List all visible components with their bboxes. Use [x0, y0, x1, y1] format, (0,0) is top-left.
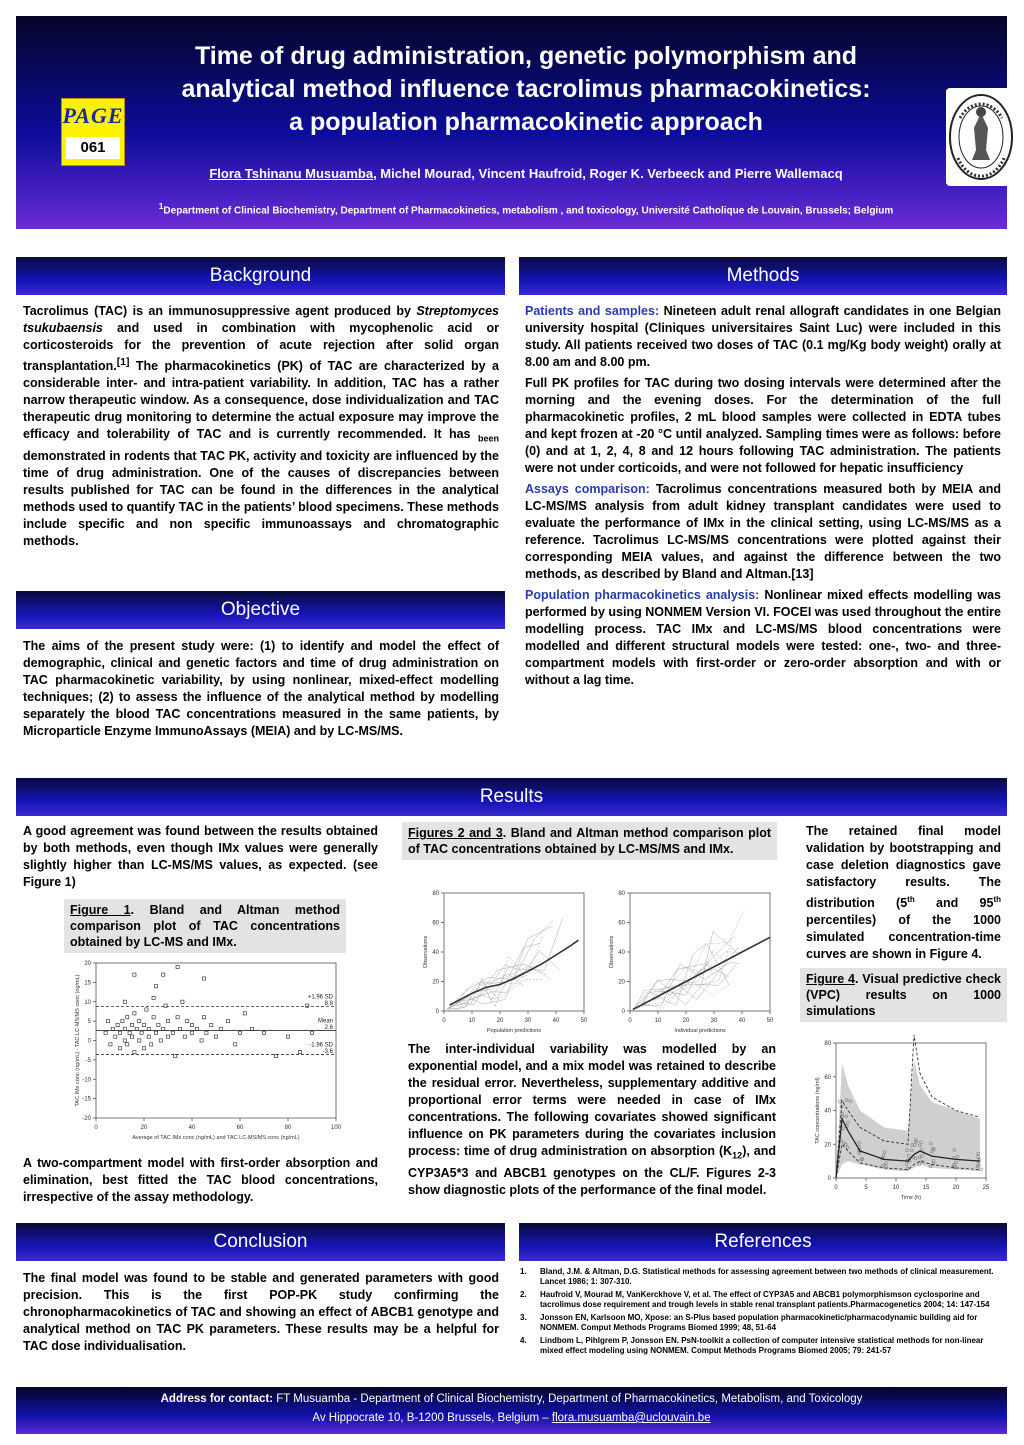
data-point — [116, 1023, 119, 1026]
affiliation-text: Department of Clinical Biochemistry, Department of Pharmacokinetics, metabolism , and toxicology, Université Catholique de Louvain, Brussels; Belgium — [163, 205, 894, 217]
results-col2-text: The inter-individual variability was modelled by an exponential model, and a mix model was retained to describe the residual error. Nevertheless, supplementary additive and proportional error terms were needed in case of IMx concentrations. The following covariates showed significant influence on PK parameters during the covariates inclusion process: time of drug administration on absorption $(K_{12})$, and CYP3A5*3 and ABCB1 genotypes on the CL/F. Figures 2-3 show diagnostic plots of the performance of the final model. — [408, 1042, 776, 1197]
data-point — [128, 1031, 131, 1034]
data-point — [118, 1031, 121, 1034]
data-point — [202, 977, 205, 980]
x-tick-label: 20 — [496, 1018, 504, 1024]
data-point — [205, 1031, 208, 1034]
section-bar-references: References — [519, 1223, 1007, 1261]
x-tick-label: 30 — [524, 1018, 532, 1024]
methods-text: Patients and samples: Nineteen adult renal allograft candidates in one Belgian university hospital (Cliniques universitaires Saint Luc) were included in this study. All patients received two doses of TAC (0.1 mg/Kg body weight) orally at 8.00 am and 8.00 pm. Full PK profiles for TAC during two dosing intervals were determined after the morning and the evening doses. For the determination of the full pharmacokinetic profiles, 2 mL blood samples were collected in EDTA tubes and kept frozen at -20 °C until analyzed. Sampling times were as follows: before (0) and at 1, 2, 4, 8 and 12 hours following TAC administration. The patients were not under corticoids, and were not followed for hepatic insufficiency Assays comparison: Tacrolimus concentrations measured both by MEIA and LC-MS/MS analysis from adult kidney transplant candidates were used to evaluate the performance of IMx in the clinical setting, using LC-MS/MS as a reference. Tacrolimus LC-MS/MS concentrations were plotted against their corresponding MEIA values, and against the difference between the two methods, as described by Bland and Altman.[13] Population pharmacokinetics analysis: Nonlinear mixed effects modelling was performed by using NONMEM Version VI. FOCEI was used throughout the entire modelling process. TAC IMx and LC-MS/MS blood concentrations were modelled and different structural models were tested: one-, two- and three-compartment models with first-order or zero-order absorption and with or without a lag time. — [525, 304, 1001, 687]
individual-profile-line — [457, 979, 543, 1002]
data-point — [154, 1031, 157, 1034]
data-point — [138, 1039, 141, 1042]
data-point — [157, 1023, 160, 1026]
data-point — [214, 1035, 217, 1038]
x-tick-label: 50 — [766, 1018, 774, 1024]
y-tick-label: 15 — [84, 980, 91, 987]
methods-pk-profiles: Full PK profiles for TAC during two dosing intervals were determined after the morning and the evening doses. For the determination of the full pharmacokinetic profiles, 2 mL blood samples were collected in EDTA tubes and kept frozen at -20 °C until analyzed. Sampling times were as follows: before (0) and at 1, 2, 4, 8 and 12 hours following TAC administration. The patients were not under corticoids, and were not followed for hepatic insufficiency — [525, 376, 1001, 475]
y-tick-label: 0 — [621, 1009, 625, 1015]
affiliation — [56, 201, 996, 216]
figure4-label: Figure 4 — [806, 972, 855, 986]
reference-item: 1. Bland, J.M. & Altman, D.G. Statistical methods for assessing agreement between two methods of clinical measurement. Lancet 1986; 1: 307-310. — [520, 1267, 994, 1286]
x-tick-label: 0 — [834, 1185, 838, 1191]
data-point — [178, 1027, 181, 1030]
y-tick-label: 10 — [84, 999, 91, 1006]
contact-email-link[interactable]: flora.musuamba@uclouvain.be — [551, 1412, 711, 1424]
y-axis-label: TAC IMx conc (ng/mL) - TAC LC-MS/MS conc (ng/mL) — [75, 974, 81, 1107]
observed-point — [980, 1168, 983, 1171]
data-point — [126, 1016, 129, 1019]
data-point — [126, 1043, 129, 1046]
results-col3-text: The retained final model validation by bootstrapping and case deletion diagnostics gave satisfactory results. The distribution (5th and 95th percentiles) of the 1000 simulated concentration-time curves are shown in Figure 4. — [806, 824, 1001, 962]
data-point — [202, 1016, 205, 1019]
data-point — [140, 1031, 143, 1034]
data-point — [109, 1043, 112, 1046]
page-logo-text: PAGE — [62, 103, 124, 128]
y-axis-label: Observations — [423, 935, 429, 969]
section-bar-background: Background — [16, 257, 505, 295]
y-tick-label: 60 — [432, 920, 439, 927]
data-point — [130, 1023, 133, 1026]
section-bar-objective: Objective — [16, 591, 505, 629]
x-tick-label: 40 — [738, 1018, 746, 1024]
species-name: Streptomyces tsukubaensis — [23, 304, 499, 335]
x-tick-label: 80 — [284, 1125, 292, 1131]
x-tick-label: 100 — [330, 1125, 342, 1131]
data-point — [142, 1047, 145, 1050]
y-tick-label: 0 — [87, 1038, 91, 1045]
x-axis-label: Time (h) — [900, 1195, 922, 1201]
section-bar-methods: Methods — [519, 257, 1007, 295]
poster-title — [126, 40, 926, 139]
objective-text: The aims of the present study were: (1) to identify and model the effect of demographic, clinical and genetic factors and time of drug administration on TAC pharmacokinetic variability, by using nonlinear, mixed-effect modelling techniques; (2) to assess the influence of the analytical method by modelling separately the blood TAC concentrations measured in the same patients, by Microparticle Enzyme ImmunoAssays (MEIA) and by LC-MS/MS. — [23, 639, 499, 738]
x-tick-label: 25 — [982, 1185, 990, 1191]
title-line-1: Time of drug administration, genetic polymorphism and — [194, 42, 858, 70]
data-point — [111, 1027, 114, 1030]
y-tick-label: 40 — [618, 950, 625, 956]
data-point — [133, 1051, 136, 1054]
data-point — [190, 1031, 193, 1034]
page-logo — [61, 98, 125, 166]
y-tick-label: -10 — [82, 1077, 91, 1084]
data-point — [210, 1023, 213, 1026]
data-point — [262, 1031, 265, 1034]
x-axis-label: Population predictions — [486, 1028, 542, 1034]
y-tick-label: 20 — [618, 979, 625, 986]
data-point — [130, 1035, 133, 1038]
figure4-caption: Figure 4. Visual predictive check (VPC) results on 1000 simulations — [800, 968, 1007, 1022]
y-tick-label: -20 — [82, 1116, 91, 1122]
x-tick-label: 20 — [952, 1185, 960, 1191]
reference-line-name: +1.96 SD — [307, 994, 333, 1001]
data-point — [114, 1035, 117, 1038]
reference-item: 3. Jonsson EN, Karlsoon MO, Xpose: an S-Plus based population pharmacokinetic/pharmacodynamic building aid for NONMEM. Comput Methods Programs Biomed 1999; 48, 51-64 — [520, 1313, 978, 1332]
figure23-label: Figures 2 and 3 — [408, 826, 503, 840]
reference-line-name: Mean — [317, 1018, 333, 1025]
data-point — [152, 996, 155, 999]
contact-street: Av Hippocrate 10, B-1200 Brussels, Belgium – — [312, 1412, 552, 1424]
x-tick-label: 40 — [188, 1125, 196, 1131]
trend-line — [450, 940, 579, 1005]
methods-lead-assays: Assays comparison: — [525, 482, 650, 496]
x-axis-label: Average of TAC IMx conc (ng/mL) and TAC LC-MS/MS conc (ng/mL) — [132, 1135, 300, 1141]
data-point — [135, 1027, 138, 1030]
x-tick-label: 0 — [442, 1018, 446, 1024]
results-col1-text: A good agreement was found between the results obtained by both methods, even though IMx values were generally slightly higher than LC-MS/MS values, as expected. (see Figure 1) — [23, 824, 378, 889]
y-axis-label: TAC concentrations (ng/ml) — [815, 1077, 821, 1144]
references-list — [520, 1267, 1002, 1359]
individual-profile-line — [643, 962, 740, 1006]
figure23-caption: Figures 2 and 3. Bland and Altman method comparison plot of TAC concentrations obtained by LC-MS/MS and IMx. — [402, 822, 777, 860]
data-point — [174, 1054, 177, 1057]
data-point — [298, 1051, 301, 1054]
data-point — [162, 1027, 165, 1030]
data-point — [274, 1054, 277, 1057]
data-point — [123, 1000, 126, 1003]
contact-address: FT Musuamba - Department of Clinical Biochemistry, Department of Pharmacokinetics, Metabolism, and Toxicology — [273, 1393, 863, 1405]
x-tick-label: 30 — [710, 1018, 718, 1024]
x-tick-label: 0 — [94, 1125, 98, 1131]
y-tick-label: -5 — [85, 1057, 91, 1064]
section-bar-conclusion: Conclusion — [16, 1223, 505, 1261]
other-authors: , Michel Mourad, Vincent Haufroid, Roger K. Verbeeck and Pierre Wallemacq — [373, 166, 843, 181]
data-point — [250, 1027, 253, 1030]
y-tick-label: 80 — [432, 891, 439, 897]
y-tick-label: 60 — [618, 920, 625, 927]
x-axis-label: Individual predictions — [674, 1028, 726, 1034]
data-point — [142, 1023, 145, 1026]
data-point — [138, 1020, 141, 1023]
y-tick-label: 80 — [824, 1041, 831, 1047]
y-tick-label: 5 — [87, 1019, 91, 1026]
y-tick-label: 0 — [435, 1009, 439, 1015]
individual-profile-line — [634, 944, 729, 1009]
figure1-bland-altman-plot — [60, 955, 350, 1147]
figure1-label: Figure 1 — [70, 903, 131, 917]
x-tick-label: 5 — [864, 1185, 868, 1191]
individual-profile-line — [450, 966, 552, 1007]
data-point — [190, 1023, 193, 1026]
data-point — [176, 965, 179, 968]
data-point — [147, 1027, 150, 1030]
figure3-individual-predictions-plot — [600, 887, 780, 1035]
data-point — [166, 1035, 169, 1038]
data-point — [154, 985, 157, 988]
methods-lead-popPK: Population pharmacokinetics analysis: — [525, 588, 760, 602]
data-point — [106, 1020, 109, 1023]
data-point — [133, 973, 136, 976]
data-point — [152, 1016, 155, 1019]
data-point — [147, 1035, 150, 1038]
y-tick-label: 0 — [827, 1176, 831, 1182]
authors — [126, 166, 926, 181]
figure4-vpc-plot — [806, 1035, 996, 1215]
data-point — [243, 1012, 246, 1015]
data-point — [118, 1047, 121, 1050]
data-point — [166, 1020, 169, 1023]
data-point — [183, 1035, 186, 1038]
x-tick-label: 20 — [140, 1125, 148, 1131]
data-point — [159, 1039, 162, 1042]
data-point — [123, 1039, 126, 1042]
x-tick-label: 10 — [892, 1185, 900, 1191]
y-tick-label: 20 — [824, 1142, 831, 1149]
data-point — [219, 1027, 222, 1030]
contact-label: Address for contact: — [160, 1393, 274, 1405]
methods-lead-patients: Patients and samples: — [525, 304, 660, 318]
x-tick-label: 0 — [628, 1018, 632, 1024]
data-point — [133, 1012, 136, 1015]
data-point — [123, 1027, 126, 1030]
results-col1-conclusion: A two-compartment model with first-order absorption and elimination, best fitted the TAC blood concentrations, irrespective of the assay methodology. — [23, 1156, 378, 1204]
data-point — [310, 1031, 313, 1034]
data-point — [286, 1035, 289, 1038]
plot-frame — [444, 893, 584, 1011]
background-text: Tacrolimus (TAC) is an immunosuppressive agent produced by Streptomyces tsukubaensis and used in combination with mycophenolic acid or corticosteroids for the prevention of acute rejection after solid organ transplantation.[1] The pharmacokinetics (PK) of TAC are characterized by a considerable inter- and intra-patient variability. In addition, TAC has a rather narrow therapeutic window. As a consequence, dose individualization and TAC therapeutic drug monitoring to determine the actual exposure may improve the efficacy and tolerability of TAC and is currently recommended. It has $_{been}$ demonstrated in rodents that TAC PK, activity and toxicity are influenced by the time of drug administration. One of the causes of discrepancies between results published for TAC can be found in the differences in the analytical methods used to quantify TAC in the patients’ blood specimens. These methods include specific and non specific immunoassays and chromatographic methods. — [23, 304, 499, 548]
data-point — [176, 1016, 179, 1019]
reference-line-value: -3.6 — [322, 1048, 333, 1055]
data-point — [234, 1043, 237, 1046]
reference-item: 4. Lindbom L, Pihlgrem P, Jonsson EN. PsN-toolkit a collection of computer intensive statistical methods for non-linear mixed effect modeling using NONMEM. Comput Methods Programs Biomed 2005; 79: 241-57 — [520, 1336, 984, 1355]
figure2-population-predictions-plot — [414, 887, 600, 1035]
citation: [1] — [116, 357, 130, 368]
conclusion-text: The final model was found to be stable and generated parameters with good precision. This is the first POP-PK study confirming the chronopharmacokinetics of TAC and showing an effect of ABCB1 genotype and analytical method on TAC PK parameters. These results may be a helpful for TAC dose individualisation. — [23, 1271, 499, 1353]
poster-number: 061 — [66, 137, 120, 159]
first-author: Flora Tshinanu Musuamba — [209, 166, 374, 181]
data-point — [226, 1020, 229, 1023]
data-point — [121, 1020, 124, 1023]
data-point — [200, 1039, 203, 1042]
reference-line-value: 8.8 — [324, 1000, 333, 1007]
plot-frame — [630, 893, 770, 1011]
individual-profile-line — [643, 949, 725, 1002]
data-point — [104, 1031, 107, 1034]
data-point — [186, 1020, 189, 1023]
section-bar-results: Results — [16, 778, 1007, 816]
data-point — [238, 1031, 241, 1034]
poster-header — [16, 16, 1007, 229]
plot-frame — [96, 963, 336, 1118]
figure1-caption: Figure 1. Bland and Altman method comparison plot of TAC concentrations obtained by LC-MS and IMx. — [64, 899, 346, 953]
x-tick-label: 50 — [580, 1018, 588, 1024]
title-line-3: a population pharmacokinetic approach — [289, 108, 763, 136]
contact-footer — [16, 1387, 1007, 1434]
data-point — [195, 1027, 198, 1030]
data-point — [181, 1000, 184, 1003]
reference-item: 2. Haufroid V, Mourad M, VanKerckhove V, et al. The effect of CYP3A5 and ABCB1 polymorphismson cyclosporine and tacrolimus dose requirement and trough levels in stable renal transplant patients.Pharmacogenetics 2004; 14: 147-154 — [520, 1290, 990, 1309]
reference-line-name: -1.96 SD — [309, 1042, 333, 1049]
y-tick-label: 20 — [84, 961, 91, 967]
y-tick-label: 20 — [432, 979, 439, 986]
reference-line-value: 2.6 — [324, 1024, 333, 1031]
y-tick-label: 40 — [824, 1108, 831, 1115]
y-tick-label: 40 — [432, 950, 439, 956]
data-point — [171, 1031, 174, 1034]
y-axis-label: Observations — [609, 935, 615, 969]
x-tick-label: 15 — [922, 1185, 930, 1191]
university-seal-icon — [946, 88, 1016, 186]
title-line-2: analytical method influence tacrolimus pharmacokinetics: — [181, 75, 871, 103]
affil-sup-1: 1 — [158, 201, 164, 211]
x-tick-label: 20 — [682, 1018, 690, 1024]
data-point — [150, 1043, 153, 1046]
y-tick-label: 60 — [824, 1074, 831, 1081]
trend-line — [633, 937, 770, 1009]
y-tick-label: -15 — [82, 1096, 91, 1103]
data-point — [145, 1008, 148, 1011]
x-tick-label: 60 — [236, 1125, 244, 1131]
x-tick-label: 10 — [654, 1018, 662, 1024]
data-point — [162, 973, 165, 976]
x-tick-label: 10 — [468, 1018, 476, 1024]
y-tick-label: 80 — [618, 891, 625, 897]
x-tick-label: 40 — [552, 1018, 560, 1024]
